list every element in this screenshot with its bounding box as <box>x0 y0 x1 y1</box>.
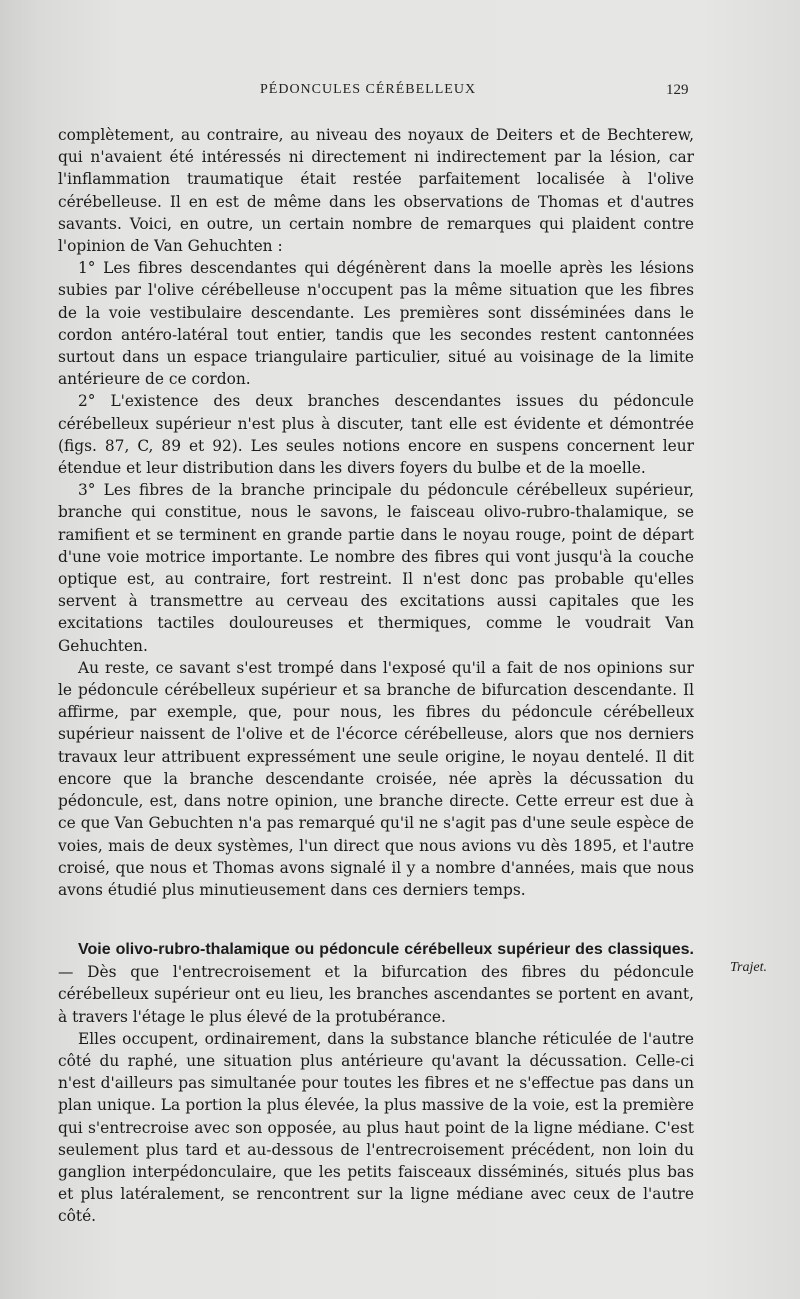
paragraph: Elles occupent, ordinairement, dans la substance blanche réticulée de l'autre côté du raphé, une situation plus antérieure qu'avant la décussation. Celle-ci n'est d'ailleurs pas simultanée pour toutes les fibres et ne s'effectue pas dans un plan unique. La portion la plus élevée, la plus massive de la voie, est la première qui s'entrecroise avec son opposée, au plus haut point de la ligne médiane. C'est seulement plus tard et au-dessous de l'entrecroisement précédent, non loin du ganglion interpédonculaire, que les petits faisceaux disséminés, situés plus bas et plus latéralement, se rencontrent sur la ligne médiane avec ceux de l'autre côté. <box>58 1029 694 1226</box>
section-intro <box>58 938 694 1028</box>
page-number: 129 <box>666 82 689 98</box>
paragraph: 1° Les fibres descendantes qui dégénèrent dans la moelle après les lésions subies par l'olive cérébelleuse n'occupent pas la même situation que les fibres de la voie vestibulaire descendante. Les premières sont disséminées dans le cordon antéro-latéral tout entier, tandis que les secondes restent cantonnées surtout dans un espace triangulaire particulier, situé au voisinage de la limite antérieure de ce cordon. <box>58 259 694 389</box>
page-header <box>0 82 800 104</box>
paragraph: 2° L'existence des deux branches descendantes issues du pédoncule cérébelleux supérieur n'est plus à discuter, tant elle est évidente et démontrée (figs. 87, C, 89 et 92). Les seules notions encore en suspens concernent leur étendue et leur distribution dans les divers foyers du bulbe et de la moelle. <box>58 392 694 478</box>
section-heading: Voie olivo-rubro-thalamique ou pédoncule cérébelleux supérieur des classiques. <box>78 941 694 958</box>
running-title: PÉDONCULES CÉRÉBELLEUX <box>260 82 477 97</box>
section <box>58 938 694 1228</box>
main-text <box>58 124 694 901</box>
paragraph: complètement, au contraire, au niveau des noyaux de Deiters et de Bechterew, qui n'avaient été intéressés ni directement ni indirectement par la lésion, car l'inflammation traumatique était restée parfaitement localisée à l'olive cérébelleuse. Il en est de même dans les observations de Thomas et d'autres savants. Voici, en outre, un certain nombre de remarques qui plaident contre l'opinion de Van Gehuchten : <box>58 126 694 256</box>
section-heading-text: — Dès que l'entrecroisement et la bifurcation des fibres du pédoncule cérébelleux supérieur ont eu lieu, les branches ascendantes se portent en avant, à travers l'étage le plus élevé de la protubérance. <box>58 963 694 1026</box>
paragraph: 3° Les fibres de la branche principale du pédoncule cérébelleux supérieur, branche qui constitue, nous le savons, le faisceau olivo-rubro-thalamique, se ramifient et se terminent en grande partie dans le noyau rouge, point de départ d'une voie motrice importante. Le nombre des fibres qui vont jusqu'à la couche optique est, au contraire, fort restreint. Il n'est donc pas probable qu'elles servent à transmettre au cerveau des excitations aussi capitales que les excitations tactiles douloureuses et thermiques, comme le voudrait Van Gehuchten. <box>58 481 694 655</box>
margin-note: Trajet. <box>730 960 767 975</box>
paragraph: Au reste, ce savant s'est trompé dans l'exposé qu'il a fait de nos opinions sur le pédoncule cérébelleux supérieur et sa branche de bifurcation descendante. Il affirme, par exemple, que, pour nous, les fibres du pédoncule cérébelleux supérieur naissent de l'olive et de l'écorce cérébelleuse, alors que nos derniers travaux leur attribuent expressément une seule origine, le noyau dentelé. Il dit encore que la branche descendante croisée, née après la décussation du pédoncule, est, dans notre opinion, une branche directe. Cette erreur est due à ce que Van Gebuchten n'a pas remarqué qu'il ne s'agit pas d'une seule espèce de voies, mais de deux systèmes, l'un direct que nous avions vu dès 1895, et l'autre croisé, que nous et Thomas avons signalé il y a nombre d'années, mais que nous avons étudié plus minutieusement dans ces derniers temps. <box>58 658 694 899</box>
